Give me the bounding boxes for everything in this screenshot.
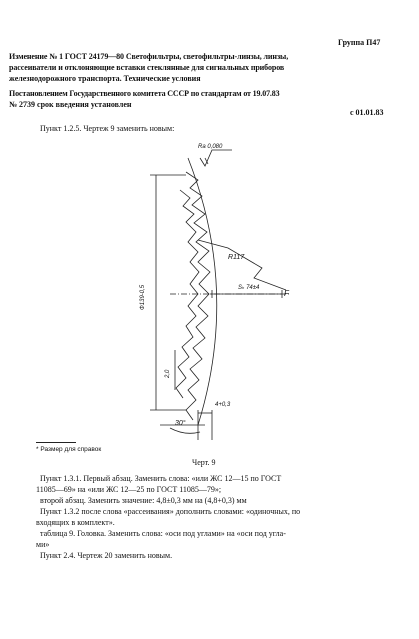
lens-prism-profile: [186, 172, 210, 420]
figure-caption: Черт. 9: [192, 458, 216, 467]
thickness-label: 4+0,3: [215, 402, 231, 408]
table-9-line2: ми»: [36, 540, 50, 549]
small-dimension-label: 2,0: [165, 369, 171, 378]
roughness-label: Ra 0,080: [198, 144, 223, 150]
item-1-3-2-line1: Пункт 1.3.2 после слова «рассеивания» дополнить словами: «одиночных, по: [40, 507, 301, 516]
group-label: Группа П47: [338, 38, 381, 47]
amendment-title-line2: рассеиватели и отклоняющие вставки стеклянные для сигнальных приборов: [9, 63, 285, 72]
item-1-2-5: Пункт 1.2.5. Чертеж 9 заменить новым:: [40, 124, 175, 133]
decree-line1: Постановлением Государственного комитета СССР по стандартам от 19.07.83: [9, 89, 280, 98]
item-1-3-1-line2: 11085—69» на «или ЖС 12—25 по ГОСТ 11085—79»;: [36, 485, 222, 494]
diameter-label: Ф139-0,5: [140, 284, 146, 310]
radius-label: R117: [228, 254, 245, 261]
effective-date: с 01.01.83: [350, 108, 384, 117]
footnote: * Размер для справок: [36, 446, 102, 453]
decree-line2: № 2739 срок введения установлен: [9, 100, 132, 109]
footnote-rule: [36, 442, 76, 443]
amendment-title-line3: железнодорожного транспорта. Технические условия: [9, 74, 201, 83]
focus-label: F: [284, 289, 289, 298]
distance-label: Sₕ 74±4: [238, 285, 260, 291]
item-1-3-1-line3: второй абзац. Заменить значение: 4,8±0,3 мм на (4,8+0,3) мм: [40, 496, 247, 505]
table-9-line1: таблица 9. Головка. Заменить слова: «оси под углами» на «оси под угла-: [40, 529, 286, 538]
lens-outer-arc: [188, 158, 217, 425]
item-1-3-2-line2: входящих в комплект».: [36, 518, 115, 527]
item-2-4: Пункт 2.4. Чертеж 20 заменить новым.: [40, 551, 173, 560]
amendment-title-line1: Изменение № 1 ГОСТ 24179—80 Светофильтры, светофильтры-линзы, линзы,: [9, 52, 289, 61]
angle-label: 30°: [175, 420, 186, 427]
item-1-3-1-line1: Пункт 1.3.1. Первый абзац. Заменить слова: «или ЖС 12—15 по ГОСТ: [40, 474, 282, 483]
